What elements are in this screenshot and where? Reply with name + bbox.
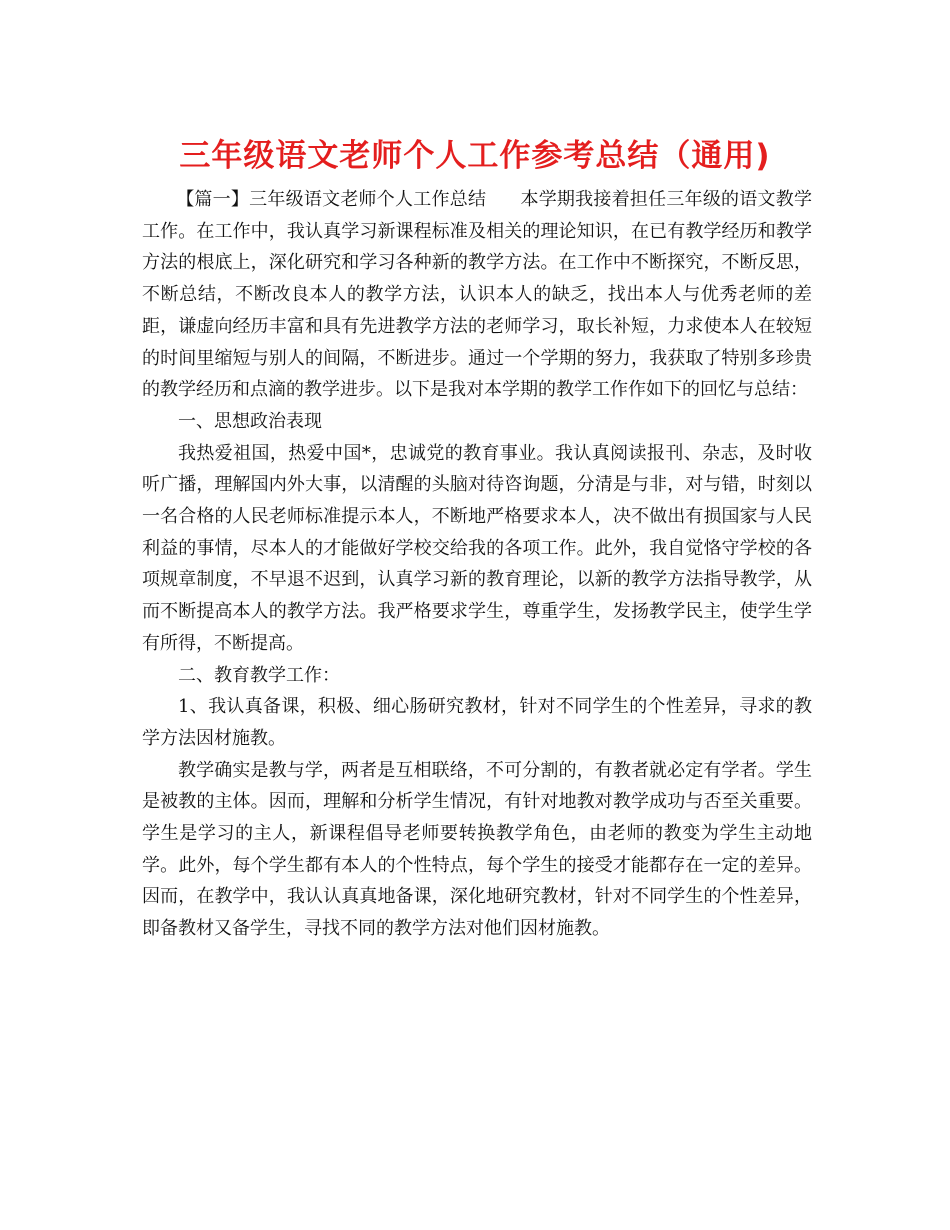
section2-heading: 二、教育教学工作： bbox=[178, 664, 340, 686]
item1-paragraph: 1、我认真备课，积极、细心肠研究教材，针对不同学生的个性差异，寻求的教学方法因材施教。 bbox=[142, 696, 812, 749]
intro-paragraph bbox=[142, 184, 812, 406]
section1-heading: 一、思想政治表现 bbox=[178, 410, 322, 432]
item1-detail-paragraph: 教学确实是教与学，两者是互相联络，不可分割的，有教者就必定有学者。学生是被教的主体。因而，理解和分析学生情况，有针对地教对教学成功与否至关重要。学生是学习的主人，新课程倡导老师要转换教学角色，由老师的教变为学生主动地学。此外，每个学生都有本人的个性特点，每个学生的接受才能都存在一定的差异。因而，在教学中，我认认真真地备课，深化地研究教材，针对不同学生的个性差异，即备教材又备学生，寻找不同的教学方法对他们因材施教。 bbox=[142, 759, 812, 940]
intro-heading: 【篇一】三年级语文老师个人工作总结 bbox=[176, 189, 487, 210]
section1-paragraph: 我热爱祖国，热爱中国*，忠诚党的教育事业。我认真阅读报刊、杂志，及时收听广播，理解国内外大事，以清醒的头脑对待咨询题，分清是与非，对与错，时刻以一名合格的人民老师标准提示本人，不断地严格要求本人，决不做出有损国家与人民利益的事情，尽本人的才能做好学校交给我的各项工作。此外，我自觉恪守学校的各项规章制度，不早退不迟到，认真学习新的教育理论，以新的教学方法指导教学，从而不断提高本人的教学方法。我严格要求学生，尊重学生，发扬教学民主，使学生学有所得，不断提高。 bbox=[142, 442, 812, 654]
document-body bbox=[142, 184, 812, 945]
intro-text: 本学期我接着担任三年级的语文教学工作。在工作中，我认真学习新课程标准及相关的理论知识，在已有教学经历和教学方法的根底上，深化研究和学习各种新的教学方法。在工作中不断探究，不断反思，不断总结，不断改良本人的教学方法，认识本人的缺乏，找出本人与优秀老师的差距，谦虚向经历丰富和具有先进教学方法的老师学习，取长补短，力求使本人在较短的时间里缩短与别人的间隔，不断进步。通过一个学期的努力，我获取了特别多珍贵的教学经历和点滴的教学进步。以下是我对本学期的教学工作作如下的回忆与总结： bbox=[142, 189, 813, 401]
document-title: 三年级语文老师个人工作参考总结（通用) bbox=[179, 138, 771, 174]
